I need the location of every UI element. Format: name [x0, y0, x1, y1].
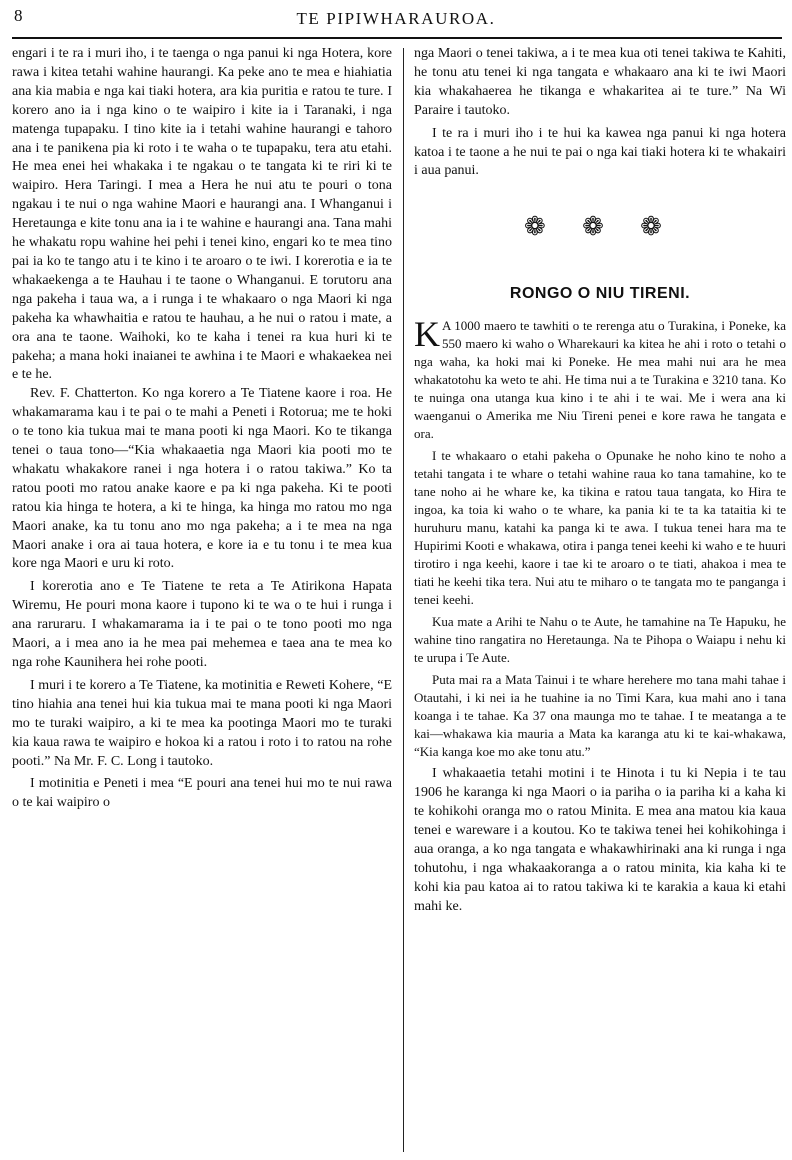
left-paragraph-1: engari i te ra i muri iho, i te taenga o nga panui ki nga Hotera, kore rawa i kitea tetahi wahine haurangi. Ka peke ano te mea e hiahiatia ana kia mabia e nga kai tiaki hotera, ara kia puritia e ratou te ture. I korero ano ia i nga kino o te waipiro i kite ia i Taranaki, i nga matenga tupapaku. I tino kite ia i tetahi wahine haurangi e tahoro ana i te panikena pia ki roto i te waha o te tupapaku, tera atu etahi. He mea enei hei whakaka i te ngakau o te tangata ki te riri ki te waipiro. Hera Taringi. I mea a Hera he nui atu te pouri o tona ngakau i te nui o nga wahine Maori e haurangi ana. I Whanganui i Heretaunga e kite tonu ana ia i te wahine e haurangi ana. Tana mahi he whakatu ropu wahine hei pehi i tenei kino, engari ko te mea tino pai ia ko te tango atu i te kino i te aroaro o te iwi. I korerotia e ia te whakaekenga a te Hauhau i te taone o Whanganui. E torutoru ana nga pakeha i taua wa, a i runga i te whakaaro o nga Maori ki nga pakeha ka whawhaitia e ratou te hauhau, a he nui o ratou i mate, a ora ana te taone. Waihoki, ko te kaha i tenei ra kua huri ki te pakeha; a mana hoki inaianei te awhina i te Maori e whakaekea nei e te he. [12, 46, 392, 383]
right-paragraph-1: nga Maori o tenei takiwa, a i te mea kua oti tenei takiwa te Kahiti, he tonu atu tenei ki nga tangata e whakaaro ana ki te iwi Maori kia whakahaerea he tikanga e whakaritea ai te ture.” Na Wi Paraire i tautoko. [414, 46, 786, 118]
left-column [12, 45, 392, 813]
right-paragraph-2: I te ra i muri iho i te hui ka kawea nga panui ki nga hotera katoa i te taone a he nui te pai o nga kai tiaki hotera ki te whakairi i aua panui. [414, 125, 786, 179]
news-paragraph-1-text: A 1000 maero te tawhiti o te rerenga atu o Turakina, i Poneke, ka 550 maero ki waho o Wharekauri ka kitea he ahi i roto o tetahi o nga waha, ka hoki mai ki Poneke. He mea mahi nui ara he mea whakatotohu ka weto te ahi. He tima nui a te Turakina e 3210 tana. Ko te nuinga ona utanga kua kino i te ahi i te wai. Me i wera ana ki waenganui o Amerika me Niu Tireni penei e kore rawa he tangata e ora. [414, 318, 786, 442]
news-paragraph-2: I te whakaaro o etahi pakeha o Opunake he noho kino te noho a tetahi tangata i te whare o tetahi wahine raua ko tana tamahine, ko te tane noho ai he whare ke, ka tikina e ratou taua tangata, ko Hira te ingoa, ka toia ki waho o te whare, ka pania ki te ta ka tataitia ki te huruhuru manu, katahi ka panga ki te awa. I tukua tenei hara ma te Hupirimi Kooti e whakawa, otira i panga tenei keehi ki waho e te huuri tirotiro i nga keehi, kaore i tae ki te aroaro o te tiati, ahakoa i mea te tiati he keehi tika tera. Nui atu te miharo o te tangata mo te panganga i tenei keehi. [414, 448, 786, 608]
news-paragraph-3: Kua mate a Arihi te Nahu o te Aute, he tamahine na Te Hapuku, he wahine tino rangatira no Heretaunga. Na te Pihopa o Waiapu i nehu ki te urupa i Te Aute. [414, 614, 786, 666]
news-paragraph-4: Puta mai ra a Mata Tainui i te whare herehere mo tana mahi tahae i Otautahi, i ki nei ia he tuahine ia no Timi Kara, kua mahi ano i tana koanga i te tahae. Ka 37 ona maunga mo te tahae. I te meatanga a te kai—whakawa kia mauria a Mata ka karanga atu ki te kai-whakawa, “Kia kanga koe mo ake tonu atu.” [414, 672, 786, 760]
page-header [0, 0, 792, 46]
drop-cap: K [414, 314, 440, 355]
section-title: RONGO O NIU TIRENI. [509, 285, 691, 303]
left-paragraph-5: I motinitia e Peneti i mea “E pouri ana tenei hui mo te nui rawa o te kai waipiro o [12, 776, 392, 811]
running-title: TE PIPIWHARAUROA. [296, 9, 496, 28]
ornament-icon: ❁ [640, 212, 676, 243]
column-divider [403, 48, 404, 1152]
ornament-icon: ❁ [524, 212, 560, 243]
right-column [414, 45, 786, 917]
left-paragraph-2: Rev. F. Chatterton. Ko nga korero a Te Tiatene kaore i roa. He whakamarama kau i te pai o te mahi a Peneti i Rotorua; me te hoki o te tono kia tukua mai te mana pooti ki nga Maori. Ko te tikanga tenei o taua tono—“Kia whakaaetia nga Maori kia pooti mo te whakatu whakakore ranei i nga hotera i o ratou takiwa.” Ko ta ratou pooti mo ratou anake kaore e pa ki nga pakeha. Ki te pooti ratou kia hinga te hotera, a ki te hinga, ka hinga mo ratou mo nga Maori anake, ka tu tonu ano mo nga pakeha; a i te mea na nga Maori anake i ora ai taua hotera, e kore ia e tu tonu i te mea kua kore nga Maori e uru ki roto. [12, 386, 392, 572]
header-rule [12, 37, 782, 39]
page-number: 8 [14, 6, 23, 25]
news-paragraph-5: I whakaaetia tetahi motini i te Hinota i tu ki Nepia i te tau 1906 he karanga ki nga Maori o ia pariha o ia pariha ki a kaha ki te kohikohi oranga mo o ratou Minita. E mea ana matou kia kaua tenei e wareware i a koutou. Ko te takiwa tenei hei kohikohinga i aua oranga, a ko nga tangata e whakawhirinaki ana ki runga i nga tohutohu, i nga whakaakoranga a o ratou minita, kia kaha ki te kohi kia pau katoa ai to ratou takiwa ki te karakia a kaua ki etahi mahi ke. [414, 766, 786, 914]
ornament-divider [414, 211, 786, 243]
ornament-icon: ❁ [582, 212, 618, 243]
left-paragraph-4: I muri i te korero a Te Tiatene, ka motinitia e Reweti Kohere, “E tino hiahia ana tenei hui kia tukua mai te mana pooti ki nga Maori mo te turaki waipiro, a ki te mea ka pootinga Maori mo te turaki kia kaua rawa te waipiro e hokoa ki a ratou i roto i to ratou na rohe pooti.” Na Mr. F. C. Long i tautoko. [12, 677, 392, 769]
news-paragraph-1 [414, 314, 786, 443]
left-paragraph-3: I korerotia ano e Te Tiatene te reta a Te Atirikona Hapata Wiremu, He pouri mona kaore i tupono ki te wa o te hui i runga i ana raruraru. I whakamarama ia i te pai o te tono pooti mo nga Maori, a i mea ano ia he mea pai mehemea e taea ana te mea ko nga rohe Kaunihera hei rohe pooti. [12, 579, 392, 670]
